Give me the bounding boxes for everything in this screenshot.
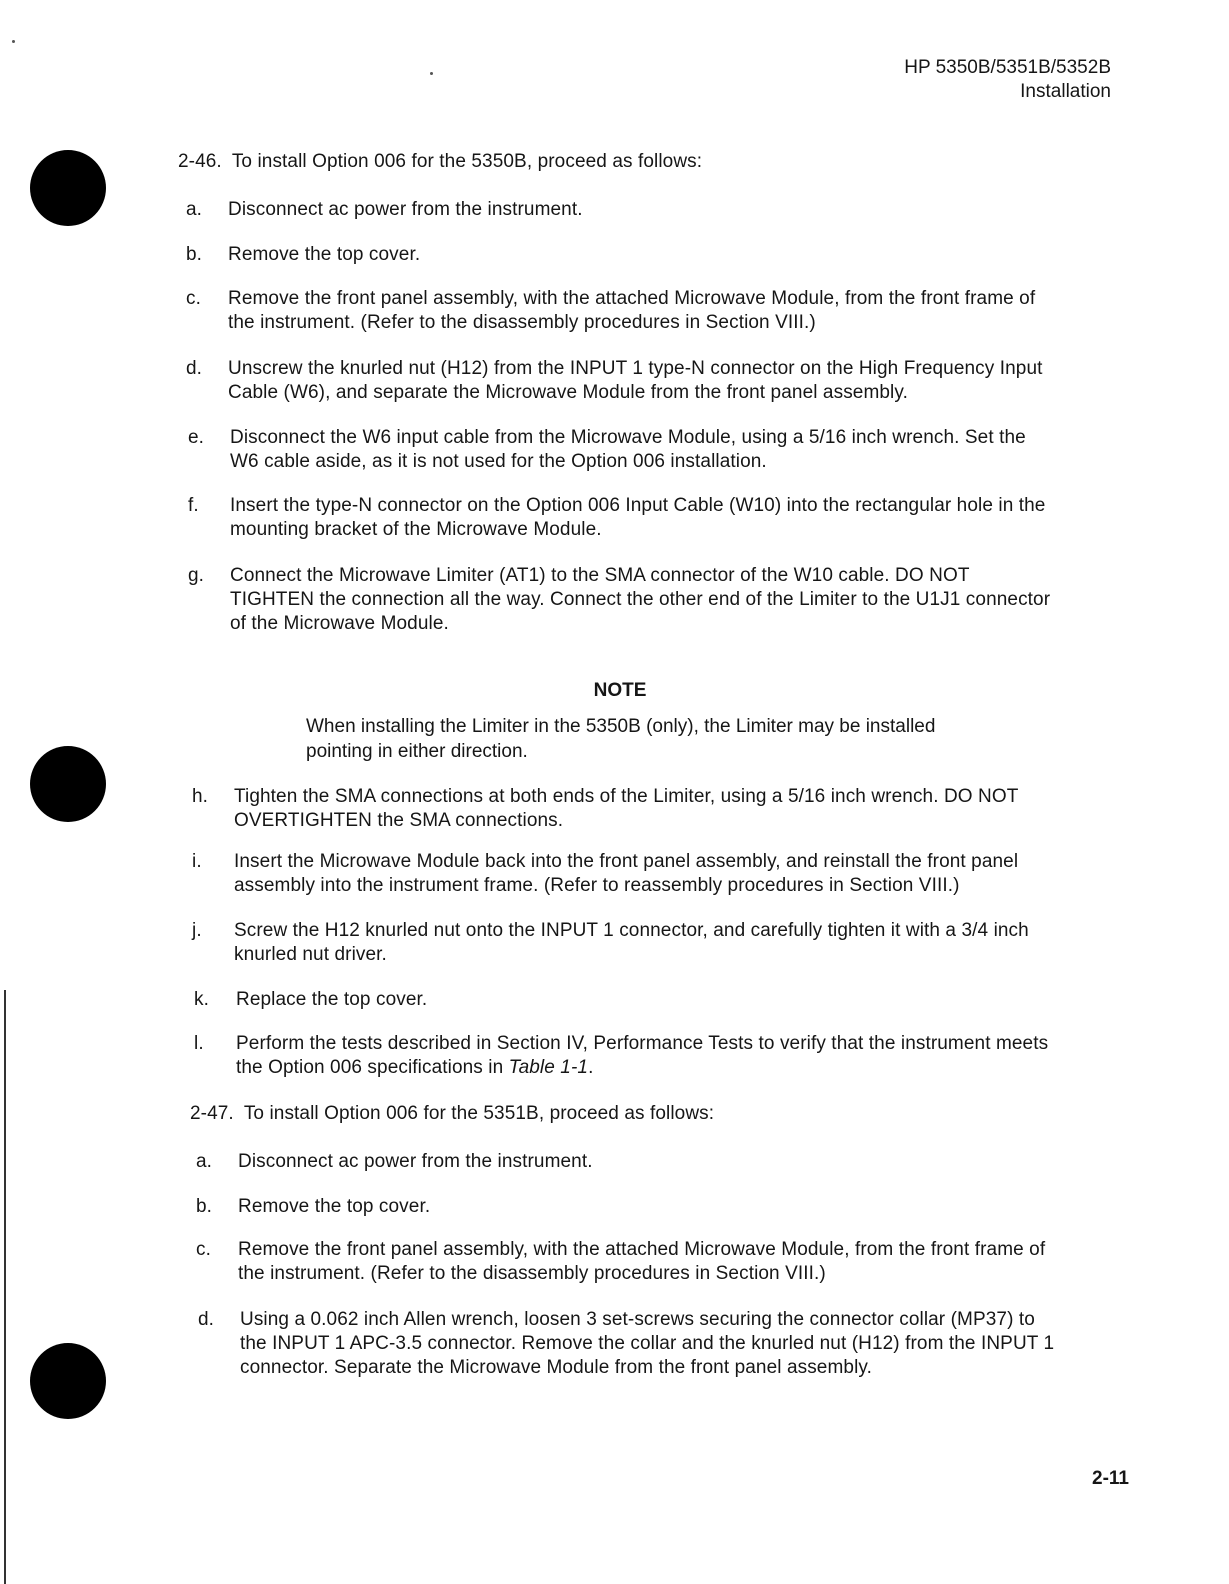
step-letter: i. (192, 851, 202, 872)
step-letter: l. (194, 1033, 204, 1054)
scan-speck (430, 72, 433, 75)
step-letter: d. (198, 1309, 215, 1330)
header-section: Installation (1020, 81, 1111, 102)
step-text-before: Perform the tests described in Section IV, Performance Tests to verify that the instrument meets the Option 006 specifications in (236, 1033, 1049, 1078)
scan-speck (12, 40, 15, 43)
paragraph-number: 2-47. (190, 1103, 234, 1124)
step-letter: b. (196, 1196, 213, 1217)
table-reference: Table 1-1 (508, 1057, 589, 1078)
step-text: Remove the front panel assembly, with the attached Microwave Module, from the front frame of the instrument. (Refer to the disassembly procedures in Section VIII.) (228, 288, 1036, 333)
paragraph-text: To install Option 006 for the 5350B, proceed as follows: (231, 151, 703, 172)
step-text (236, 1032, 1061, 1080)
step-letter: c. (196, 1239, 211, 1260)
paragraph-2-46 (178, 150, 702, 174)
binder-hole-bottom (30, 1343, 106, 1419)
step-text: Connect the Microwave Limiter (AT1) to the SMA connector of the W10 cable. DO NOT TIGHTEN the connection all the way. Connect the other end of the Limiter to the U1J1 connector of the Microwave Module. (230, 565, 1051, 634)
scan-edge-mark (4, 990, 6, 1584)
step-letter: f. (188, 495, 199, 516)
page-number: 2-11 (1092, 1468, 1129, 1489)
step-letter: a. (196, 1151, 213, 1172)
note-title: NOTE (593, 680, 647, 701)
step-letter: j. (192, 920, 202, 941)
step-text: Remove the top cover. (228, 244, 421, 265)
paragraph-text: To install Option 006 for the 5351B, proceed as follows: (243, 1103, 715, 1124)
paragraph-number: 2-46. (178, 151, 222, 172)
step-text: Replace the top cover. (236, 989, 428, 1010)
step-letter: e. (188, 427, 205, 448)
step-text: Using a 0.062 inch Allen wrench, loosen 3 set-screws securing the connector collar (MP37) to the INPUT 1 APC-3.5 connector. Remove the collar and the knurled nut (H12) from the INPUT 1 connector. Separate the Microwave Module from the front panel assembly. (240, 1309, 1055, 1378)
page-header (904, 56, 1111, 104)
step-text: Remove the top cover. (238, 1196, 431, 1217)
step-letter: b. (186, 244, 203, 265)
step-text: Unscrew the knurled nut (H12) from the INPUT 1 type-N connector on the High Frequency Input Cable (W6), and separate the Microwave Module from the front panel assembly. (228, 358, 1043, 403)
step-text: Insert the type-N connector on the Option 006 Input Cable (W10) into the rectangular hole in the mounting bracket of the Microwave Module. (230, 495, 1046, 540)
step-letter: a. (186, 199, 203, 220)
binder-hole-top (30, 150, 106, 226)
step-text: Remove the front panel assembly, with the attached Microwave Module, from the front frame of the instrument. (Refer to the disassembly procedures in Section VIII.) (238, 1239, 1046, 1284)
binder-hole-middle (30, 746, 106, 822)
step-letter: h. (192, 786, 209, 807)
step-letter: d. (186, 358, 203, 379)
header-model: HP 5350B/5351B/5352B (904, 57, 1111, 78)
step-letter: k. (194, 989, 209, 1010)
note-text: When installing the Limiter in the 5350B (only), the Limiter may be installed pointing in either direction. (306, 716, 936, 762)
step-text: Insert the Microwave Module back into the front panel assembly, and reinstall the front panel assembly into the instrument frame. (Refer to reassembly procedures in Section VIII.) (234, 851, 1019, 896)
step-text: Tighten the SMA connections at both ends of the Limiter, using a 5/16 inch wrench. DO NOT OVERTIGHTEN the SMA connections. (234, 786, 1019, 831)
step-letter: c. (186, 288, 201, 309)
step-text: Disconnect the W6 input cable from the Microwave Module, using a 5/16 inch wrench. Set the W6 cable aside, as it is not used for the Option 006 installation. (230, 427, 1026, 472)
paragraph-2-47 (190, 1102, 714, 1126)
step-text-after: . (588, 1057, 594, 1078)
step-letter: g. (188, 565, 205, 586)
step-text: Screw the H12 knurled nut onto the INPUT 1 connector, and carefully tighten it with a 3/4 inch knurled nut driver. (234, 920, 1029, 965)
step-text: Disconnect ac power from the instrument. (228, 199, 583, 220)
step-text: Disconnect ac power from the instrument. (238, 1151, 593, 1172)
